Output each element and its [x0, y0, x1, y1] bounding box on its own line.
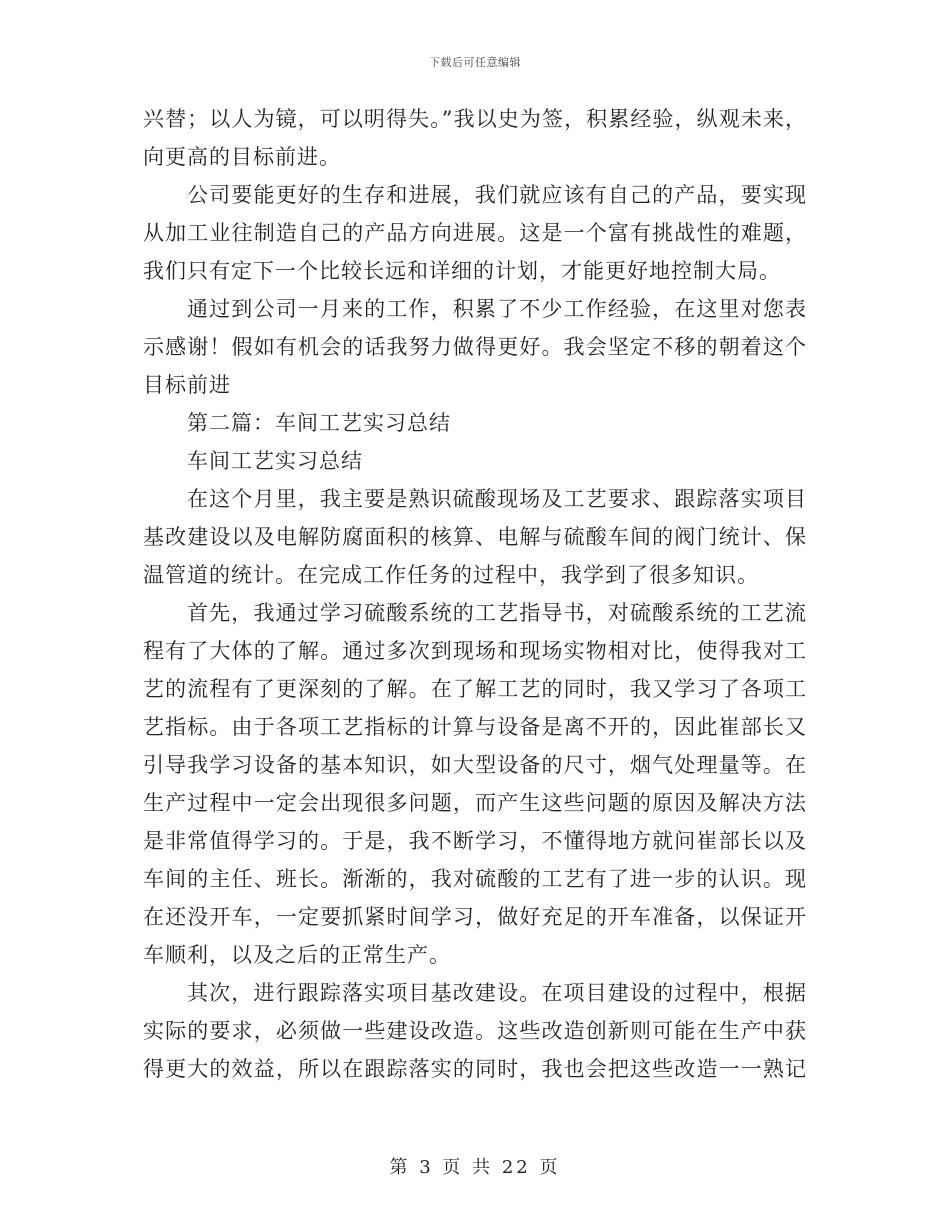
- text-line: 在还没开车，一定要抓紧时间学习，做好充足的开车准备，以保证开: [143, 905, 807, 929]
- section-heading: 第二篇：车间工艺实习总结: [187, 411, 451, 435]
- text-line: 艺指标。由于各项工艺指标的计算与设备是离不开的，因此崔部长又: [143, 715, 807, 739]
- paragraph-start-line: 在这个月里，我主要是熟识硫酸现场及工艺要求、跟踪落实项目: [187, 487, 807, 511]
- paragraph-start-line: 公司要能更好的生存和进展，我们就应该有自己的产品，要实现: [187, 183, 807, 207]
- paragraph-start-line: 其次，进行跟踪落实项目基改建设。在项目建设的过程中，根据: [187, 981, 807, 1005]
- text-line: 车间的主任、班长。渐渐的，我对硫酸的工艺有了进一步的认识。现: [143, 867, 807, 891]
- text-line: 得更大的效益，所以在跟踪落实的同时，我也会把这些改造一一熟记: [143, 1057, 807, 1081]
- text-line: 示感谢！假如有机会的话我努力做得更好。我会坚定不移的朝着这个: [143, 335, 807, 359]
- text-line: 实际的要求，必须做一些建设改造。这些改造创新则可能在生产中获: [143, 1019, 807, 1043]
- text-line: 从加工业往制造自己的产品方向进展。这是一个富有挑战性的难题，: [143, 221, 807, 245]
- text-line: 温管道的统计。在完成工作任务的过程中，我学到了很多知识。: [143, 563, 759, 587]
- text-line: 生产过程中一定会出现很多问题，而产生这些问题的原因及解决方法: [143, 791, 807, 815]
- text-line: 艺的流程有了更深刻的了解。在了解工艺的同时，我又学习了各项工: [143, 677, 807, 701]
- paragraph-start-line: 通过到公司一月来的工作，积累了不少工作经验，在这里对您表: [187, 297, 807, 321]
- page-footer: 第 3 页 共 22 页: [389, 1157, 561, 1178]
- text-line: 兴替；以人为镜，可以明得失。”我以史为签，积累经验，纵观未来，: [143, 107, 807, 131]
- text-line: 基改建设以及电解防腐面积的核算、电解与硫酸车间的阀门统计、保: [143, 525, 807, 549]
- text-line: 是非常值得学习的。于是，我不断学习，不懂得地方就问崔部长以及: [143, 829, 807, 853]
- text-line: 程有了大体的了解。通过多次到现场和现场实物相对比，使得我对工: [143, 639, 807, 663]
- page-header: 下载后可任意编辑: [429, 56, 521, 69]
- article-title: 车间工艺实习总结: [187, 449, 363, 473]
- paragraph-start-line: 首先，我通过学习硫酸系统的工艺指导书，对硫酸系统的工艺流: [187, 601, 807, 625]
- text-line: 引导我学习设备的基本知识，如大型设备的尺寸，烟气处理量等。在: [143, 753, 807, 777]
- text-line: 目标前进: [143, 373, 231, 397]
- document-body: [143, 100, 807, 1088]
- text-line: 向更高的目标前进。: [143, 145, 341, 169]
- text-line: 车顺利，以及之后的正常生产。: [143, 943, 451, 967]
- text-line: 我们只有定下一个比较长远和详细的计划，才能更好地控制大局。: [143, 259, 781, 283]
